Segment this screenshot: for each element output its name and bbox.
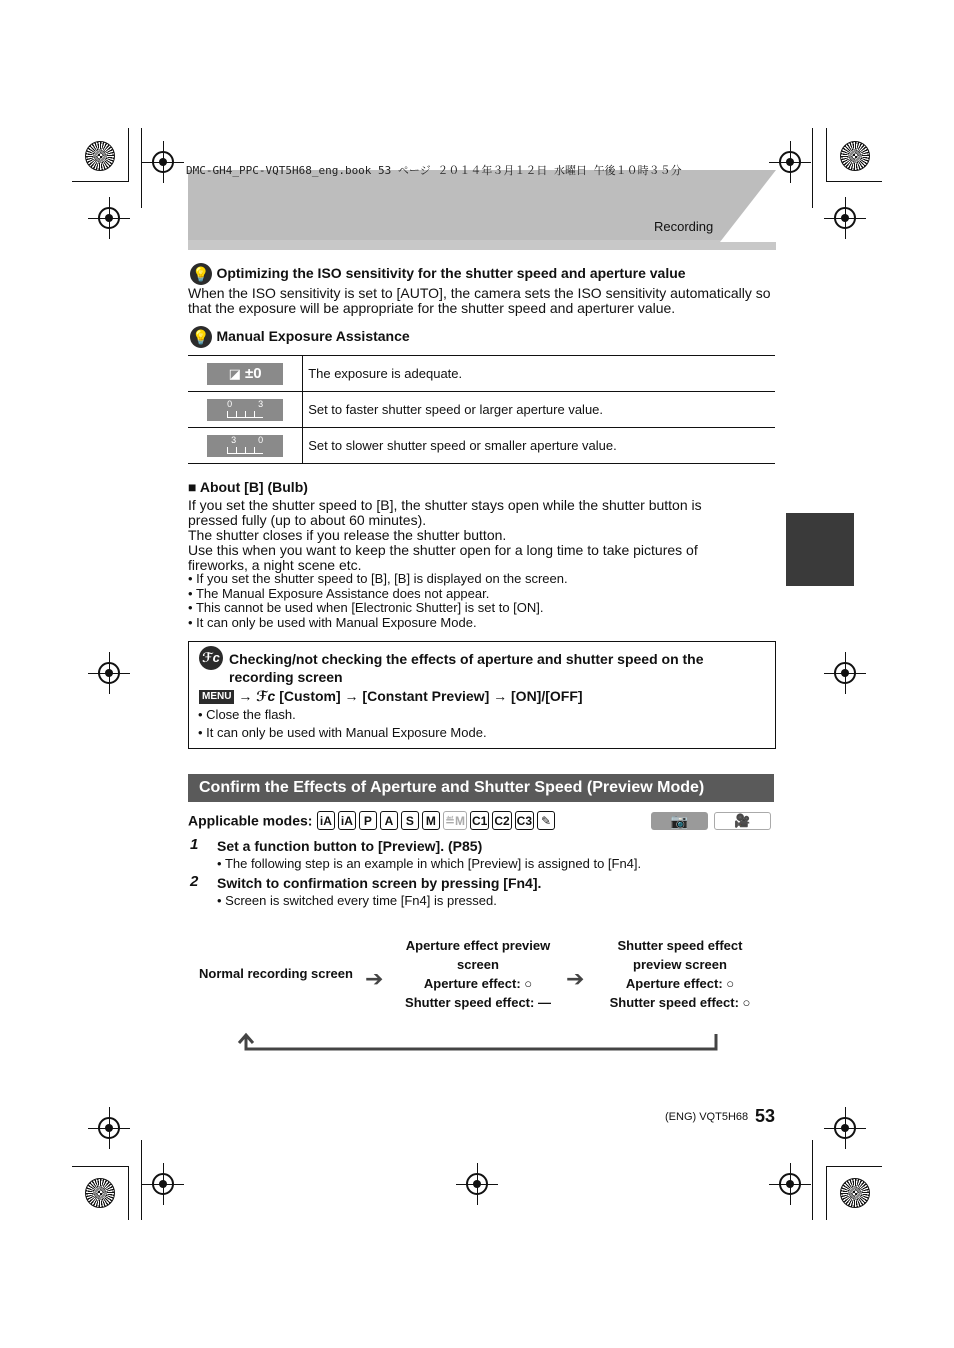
crop-line: [128, 128, 129, 182]
assist-row-text: The exposure is adequate.: [303, 356, 775, 392]
lightbulb-icon: 💡: [190, 326, 212, 348]
crop-line: [826, 128, 827, 182]
registration-mark: [466, 1173, 488, 1195]
assist-heading: [190, 326, 410, 348]
mode-s-icon: S: [401, 811, 419, 830]
list-item: • It can only be used with Manual Exposure Mode.: [198, 725, 487, 740]
crop-line: [128, 1166, 129, 1220]
assist-title: Manual Exposure Assistance: [216, 328, 410, 345]
square-bullet-icon: ■: [188, 479, 197, 495]
menu-icon: MENU: [199, 690, 234, 704]
exposure-meter-under-icon: 3 0: [207, 435, 283, 457]
mode-ia-plus-icon: iA: [338, 811, 356, 830]
mode-c1-icon: C1: [470, 811, 489, 830]
registration-mark: [834, 662, 856, 684]
table-row: [188, 392, 775, 428]
bulb-heading: ■ About [B] (Bulb): [188, 479, 308, 495]
iso-tip: [190, 263, 780, 285]
right-arrow-icon: ➔: [566, 966, 585, 991]
assist-row-text: Set to slower shutter speed or smaller aperture value.: [303, 428, 775, 464]
registration-mark: [834, 1117, 856, 1139]
crop-line: [812, 128, 813, 208]
custom-menu-icon: ℱc: [256, 688, 276, 704]
crop-line: [812, 1140, 813, 1220]
list-item: • The Manual Exposure Assistance does not appear.: [188, 585, 490, 601]
chapter-side-tab: [786, 513, 854, 586]
assist-table: [188, 355, 775, 464]
custom-icon: ℱc: [199, 646, 223, 670]
flow-normal-screen: Normal recording screen: [199, 966, 353, 981]
custom-menu-path: MENU → ℱc [Custom] → [Constant Preview] → [ON]/[OFF]: [199, 688, 583, 705]
section-heading-bar: Confirm the Effects of Aperture and Shutter Speed (Preview Mode): [188, 774, 774, 802]
mode-ia-icon: iA: [317, 811, 335, 830]
crop-target-bottom-left: [85, 1178, 115, 1208]
mode-c2-icon: C2: [492, 811, 511, 830]
registration-mark: [98, 1117, 120, 1139]
registration-mark: [152, 1173, 174, 1195]
registration-mark: [152, 151, 174, 173]
custom-title: Checking/not checking the effects of aperture and shutter speed on the recording screen: [229, 651, 704, 685]
right-arrow-icon: ➔: [365, 966, 384, 991]
crop-line: [72, 181, 128, 182]
flow-shutter-screen: Shutter speed effect preview screen Aperture effect: ○ Shutter speed effect: ○: [609, 938, 751, 1010]
crop-line: [141, 128, 142, 208]
step-2: 2 Switch to confirmation screen by pressing [Fn4].: [190, 873, 542, 891]
video-camera-icon: 🎥: [714, 812, 771, 830]
registration-mark: [98, 207, 120, 229]
iso-tip-title: Optimizing the ISO sensitivity for the shutter speed and aperture value: [216, 265, 686, 282]
crop-line: [72, 1166, 128, 1167]
photo-camera-icon: 📷: [651, 812, 708, 830]
crop-target-top-left: [85, 141, 115, 171]
flow-aperture-screen: Aperture effect preview screen Aperture effect: ○ Shutter speed effect: —: [405, 938, 551, 1010]
mode-p-icon: P: [359, 811, 377, 830]
registration-mark: [834, 207, 856, 229]
crop-target-bottom-right: [840, 1178, 870, 1208]
loop-back-arrow-icon: [236, 1030, 722, 1054]
mode-creative-control-icon: ✎: [537, 811, 555, 830]
assist-row-text: Set to faster shutter speed or larger aperture value.: [303, 392, 775, 428]
step-1: 1 Set a function button to [Preview]. (P85): [190, 836, 483, 854]
list-item: • It can only be used with Manual Exposure Mode.: [188, 614, 477, 630]
table-row: [188, 356, 775, 392]
custom-notes: [198, 706, 758, 742]
mode-c3-icon: C3: [515, 811, 534, 830]
list-item: • Close the flash.: [198, 707, 296, 722]
registration-mark: [98, 662, 120, 684]
mode-m-icon: M: [422, 811, 440, 830]
exposure-meter-icon: ◪ ±0: [207, 363, 283, 385]
crop-line: [826, 181, 882, 182]
section-label: Recording: [654, 219, 714, 234]
custom-setting-box: [188, 641, 776, 749]
crop-line: [826, 1166, 827, 1220]
iso-tip-body: When the ISO sensitivity is set to [AUTO], the camera sets the ISO sensitivity automatically so that the exposure will be appropriate for the shutter speed and aperturer value.: [188, 285, 771, 316]
mode-a-icon: A: [380, 811, 398, 830]
bulb-notes: [188, 572, 778, 630]
applicable-modes: Applicable modes: iA iA P A S M ≝M C1 C2 C3 ✎: [188, 811, 558, 830]
step-2-note: • Screen is switched every time [Fn4] is pressed.: [217, 893, 497, 908]
bulb-text: If you set the shutter speed to [B], the shutter stays open while the shutter button is pressed fully (up to about 60 minutes). The shutter closes if you release the shutter button. Use this when you want to keep the shutter open for a long time to take pictures of fireworks, a night scene etc.: [188, 497, 702, 573]
exposure-meter-over-icon: 0 3: [207, 399, 283, 421]
crop-line: [141, 1140, 142, 1220]
file-info-line: DMC-GH4_PPC-VQT5H68_eng.book 53 ページ ２０１４年３月１２日 水曜日 午後１０時３５分: [186, 164, 682, 177]
list-item: • If you set the shutter speed to [B], [B] is displayed on the screen.: [188, 571, 568, 586]
registration-mark: [779, 151, 801, 173]
registration-mark: [779, 1173, 801, 1195]
step-1-note: • The following step is an example in which [Preview] is assigned to [Fn4].: [217, 856, 642, 871]
crop-line: [826, 1166, 882, 1167]
table-row: [188, 428, 775, 464]
header-band: [188, 170, 776, 250]
footer-code: (ENG) VQT5H68: [665, 1111, 749, 1123]
mode-creative-video-icon: ≝M: [443, 811, 467, 830]
lightbulb-icon: 💡: [190, 263, 212, 285]
page-number: 53: [755, 1106, 776, 1126]
crop-target-top-right: [840, 141, 870, 171]
list-item: • This cannot be used when [Electronic Shutter] is set to [ON].: [188, 600, 544, 615]
